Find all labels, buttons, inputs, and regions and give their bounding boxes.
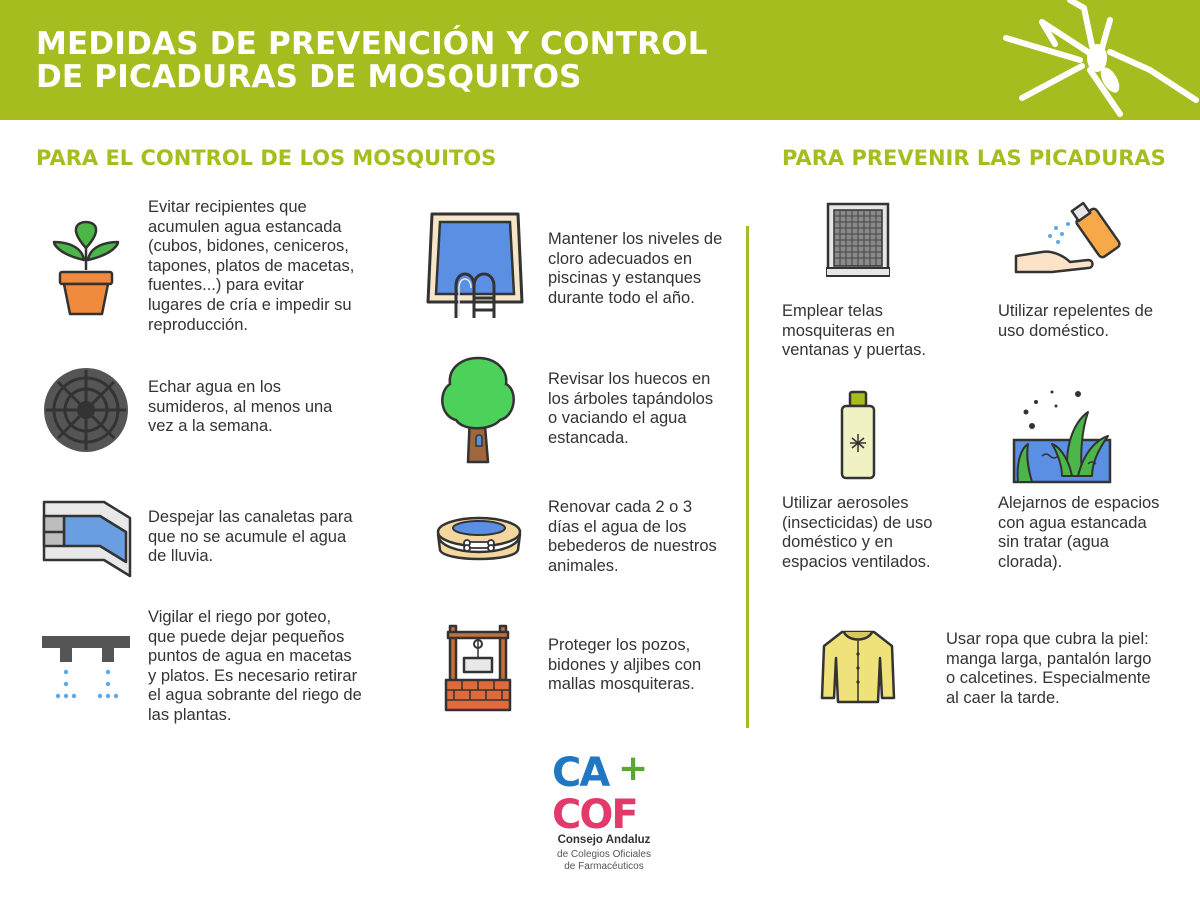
page-title (36, 28, 796, 94)
control-item-2-text: Echar agua en los sumideros, al menos una vez a la semana. (148, 378, 333, 436)
prevent-section-title: PARA PREVENIR LAS PICADURAS (782, 146, 1166, 170)
title-line-2: DE PICADURAS DE MOSQUITOS (36, 59, 582, 95)
gutter-icon (42, 496, 132, 578)
title-line-1: MEDIDAS DE PREVENCIÓN Y CONTROL (36, 26, 708, 62)
control-item-7-text: Renovar cada 2 o 3 días el agua de los bebederos de nuestros animales. (548, 498, 717, 575)
long-sleeve-jacket-icon (820, 628, 896, 706)
tree-icon (438, 354, 518, 466)
logo-org-line-2: de Colegios Oficiales (557, 849, 651, 860)
repellent-spray-icon (1012, 200, 1124, 280)
water-well-icon (444, 622, 512, 712)
control-item-1-text: Evitar recipientes que acumulen agua estancada (cubos, bidones, ceniceros, tapones, platos de macetas, fuentes...) para evitar lugares de cría e impedir su reproducción. (148, 198, 355, 334)
mosquito-icon (960, 0, 1200, 120)
logo-letters-top: CA (552, 750, 609, 796)
pet-bowl-icon (434, 510, 524, 564)
column-divider (746, 226, 749, 728)
control-item-6-text: Revisar los huecos en los árboles tapándolos o vaciando el agua estancada. (548, 370, 714, 447)
pool-icon (424, 210, 526, 326)
control-item-8-text: Proteger los pozos, bidones y aljibes con mallas mosquiteras. (548, 636, 702, 694)
prevent-item-1-text: Emplear telas mosquiteras en ventanas y puertas. (782, 302, 927, 360)
control-section-title: PARA EL CONTROL DE LOS MOSQUITOS (36, 146, 497, 170)
control-item-4-text: Vigilar el riego por goteo, que puede dejar pequeños puntos de agua en macetas y platos. Es necesario retirar el agua sobrante del riego de las plantas. (148, 608, 362, 724)
logo-org-name: Consejo Andaluz (557, 834, 651, 846)
drain-grate-icon (42, 366, 130, 454)
control-item-3-text: Despejar las canaletas para que no se acumule el agua de lluvia. (148, 508, 353, 566)
drip-irrigation-icon (42, 630, 132, 702)
plant-pot-icon (48, 218, 124, 318)
cacof-logo-mark (548, 748, 660, 832)
cacof-logo (548, 748, 660, 878)
logo-org-subtitle (528, 849, 680, 873)
prevent-item-2-text: Utilizar repelentes de uso doméstico. (998, 302, 1153, 340)
logo-plus: + (618, 748, 649, 789)
insecticide-aerosol-icon (838, 390, 878, 482)
mosquito-net-window-icon (826, 202, 890, 278)
prevent-item-5-text: Usar ropa que cubra la piel: manga larga, pantalón largo o calcetines. Especialmente al caer la tarde. (946, 630, 1152, 707)
stagnant-water-icon (1012, 386, 1112, 486)
prevent-item-3-text: Utilizar aerosoles (insecticidas) de uso doméstico y en espacios ventilados. (782, 494, 933, 571)
logo-letters-bottom: COF (552, 792, 637, 832)
logo-org-line-3: de Farmacéuticos (564, 861, 644, 872)
control-item-5-text: Mantener los niveles de cloro adecuados en piscinas y estanques durante todo el año. (548, 230, 723, 307)
prevent-item-4-text: Alejarnos de espacios con agua estancada sin tratar (agua clorada). (998, 494, 1160, 571)
header-banner (0, 0, 1200, 120)
